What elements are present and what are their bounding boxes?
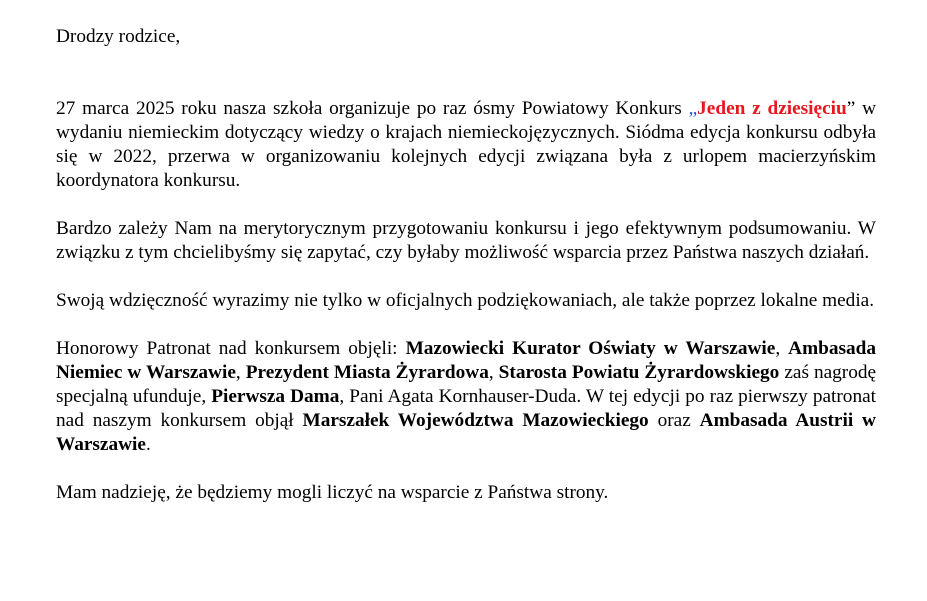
- intro-text-continued: ” w wydaniu niemieckim dotyczący wiedzy o krajach niemieckojęzycznych. Siódma edycja konkursu odbyła się w 2022, przerwa w organizowaniu kolejnych edycji związana była z urlopem macierzyńskim koordynatora konkursu.: [56, 98, 877, 191]
- patronage-separator: ,: [488, 362, 499, 383]
- letter-body: [56, 25, 876, 505]
- patronage-separator: ,: [775, 338, 789, 359]
- patron-marshal: Marszałek Województwa Mazowieckiego: [302, 410, 649, 431]
- intro-text: 27 marca 2025 roku nasza szkoła organizuje po raz ósmy Powiatowy Konkurs: [56, 98, 689, 119]
- paragraph-gratitude: Swoją wdzięczność wyrazimy nie tylko w oficjalnych podziękowaniach, ale także poprzez lokalne media.: [56, 290, 875, 311]
- patron-mayor: Prezydent Miasta Żyrardowa: [245, 362, 489, 383]
- greeting: Drodzy rodzice,: [56, 26, 181, 47]
- patronage-end: .: [145, 434, 151, 455]
- patronage-text: Honorowy Patronat nad konkursem objęli:: [56, 338, 406, 359]
- patron-first-lady: Pierwsza Dama: [211, 386, 340, 407]
- opening-quote-mark: „: [688, 98, 698, 119]
- paragraph-contest-intro: [56, 97, 876, 193]
- patronage-text: oraz: [648, 410, 700, 431]
- patron-starosta: Starosta Powiatu Żyrardowskiego: [498, 362, 780, 383]
- paragraph-patronage: [56, 337, 876, 457]
- paragraph-support-request: Bardzo zależy Nam na merytorycznym przygotowaniu konkursu i jego efektywnym podsumowaniu. W związku z tym chcielibyśmy się zapytać, czy byłaby możliwość wsparcia przez Państwa naszych działań.: [56, 218, 876, 263]
- patron-kurator: Mazowiecki Kurator Oświaty w Warszawie: [405, 338, 776, 359]
- patronage-text: zaś nagrodę specjalną ufunduje,: [56, 362, 877, 407]
- contest-name: Jeden z dziesięciu: [697, 98, 847, 119]
- patron-embassy-germany: Ambasada Niemiec w Warszawie: [56, 338, 876, 383]
- patronage-separator: ,: [235, 362, 246, 383]
- closing-line: Mam nadzieję, że będziemy mogli liczyć na wsparcie z Państwa strony.: [56, 482, 609, 503]
- patron-embassy-austria: Ambasada Austrii w Warszawie: [56, 410, 876, 455]
- patronage-text: , Pani Agata Kornhauser-Duda. W tej edycji po raz pierwszy patronat nad naszym konkursem objął: [56, 386, 876, 431]
